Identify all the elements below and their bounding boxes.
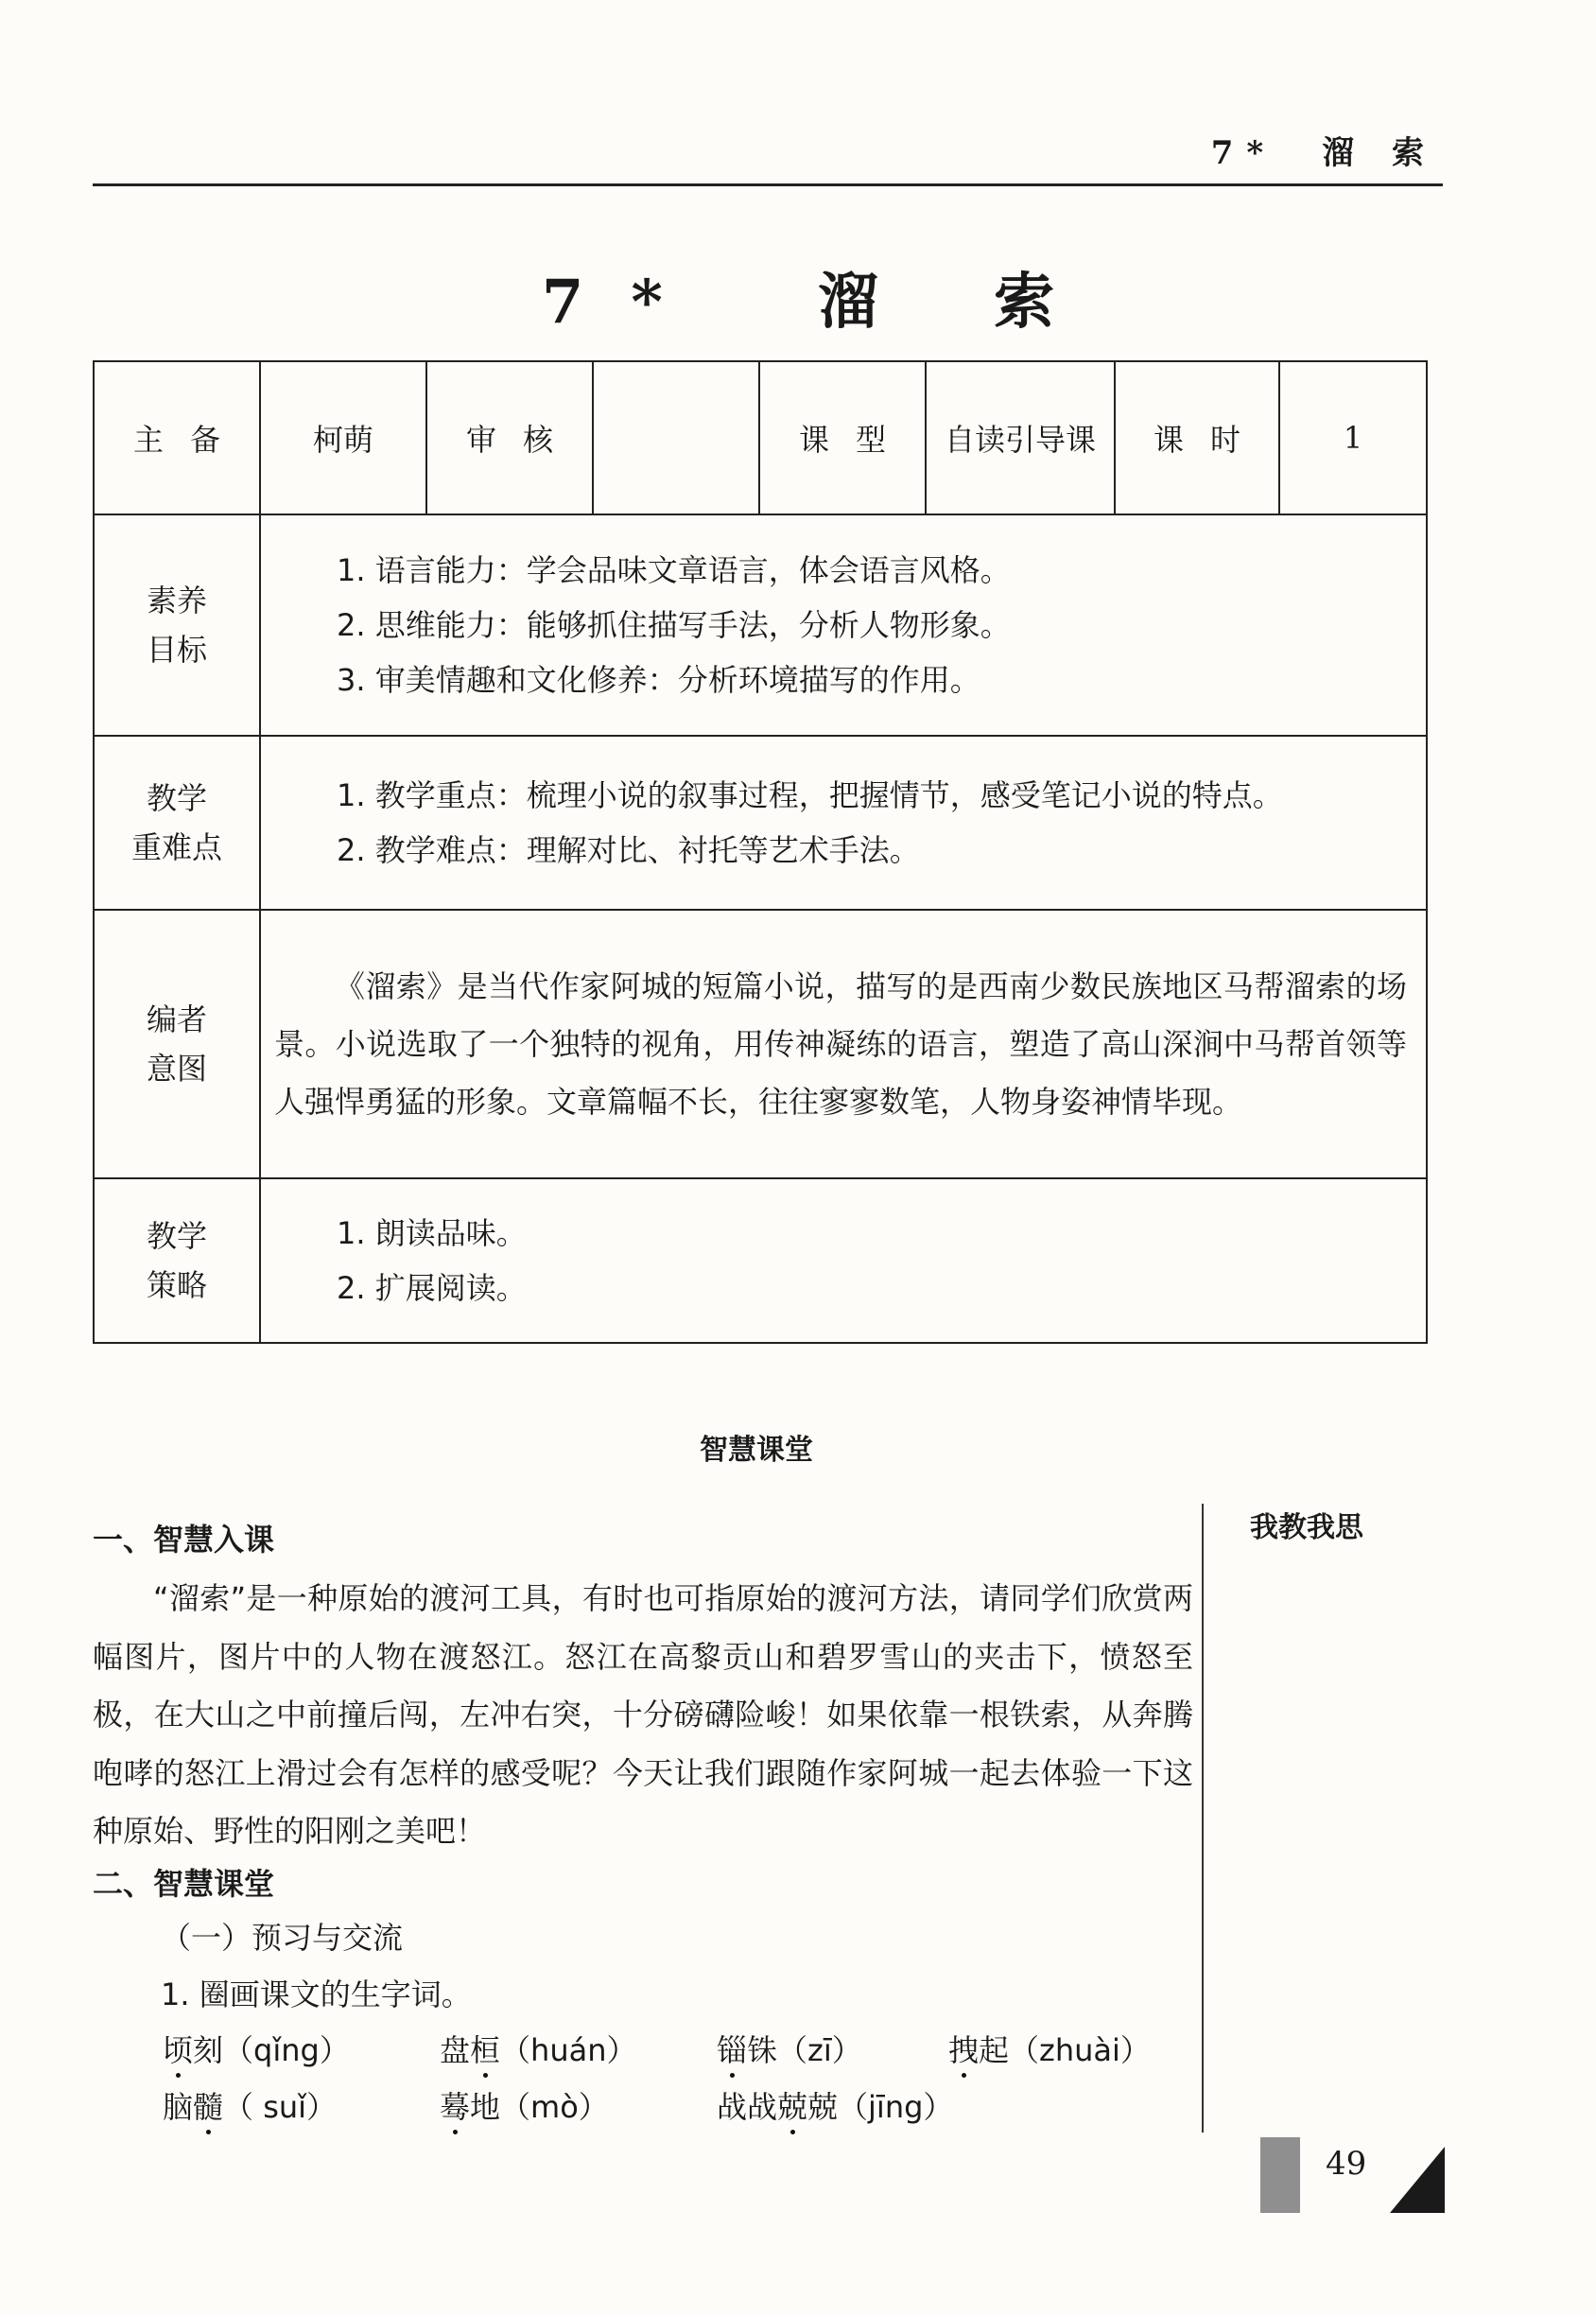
vocab-pre: 战战 [717, 2089, 778, 2125]
part2-heading: 二、智慧课堂 [93, 1866, 275, 1902]
vocab-rest: （huán） [500, 2032, 637, 2068]
key-points-row [94, 736, 1427, 910]
running-header: 7* 溜 索 [1210, 134, 1437, 172]
key-points-label [94, 736, 260, 910]
type-value: 自读引导课 [926, 361, 1115, 514]
goals-label-line2: 目标 [146, 632, 207, 668]
intent-label-line2: 意图 [146, 1051, 207, 1087]
vocab-pre: 脑 [163, 2089, 194, 2125]
section-heading: 智慧课堂 [700, 1434, 813, 1467]
review-label: 审核 [426, 361, 593, 514]
hours-value: 1 [1279, 361, 1427, 514]
dotted-char: 拽 [948, 2032, 980, 2068]
goal-item: 2. 思维能力：能够抓住描写手法，分析人物形象。 [337, 607, 1011, 643]
page-tab-marker [1260, 2137, 1300, 2213]
key-points-label-line1: 教学 [146, 780, 207, 816]
dotted-char: 兢 [777, 2089, 808, 2125]
host-label: 主备 [94, 361, 260, 514]
dotted-char: 桓 [470, 2032, 501, 2068]
side-column-rule [1202, 1504, 1204, 2133]
task-1: 1. 圈画课文的生字词。 [161, 1976, 472, 2012]
strategy-label-line1: 教学 [146, 1218, 207, 1254]
key-points-content [260, 736, 1427, 910]
vocab-item [163, 2027, 350, 2070]
intent-label-line1: 编者 [146, 1001, 207, 1037]
key-points-label-line2: 重难点 [130, 829, 222, 865]
dotted-char: 顷 [163, 2032, 194, 2068]
vocab-rest: 铢（zī） [747, 2032, 862, 2068]
part1-paragraph: “溜索”是一种原始的渡河工具，有时也可指原始的渡河方法，请同学们欣赏两幅图片，图片中的人物在渡怒江。怒江在高黎贡山和碧罗雪山的夹击下，愤怒至极，在大山之中前撞后闯，左冲右突，十分磅礴险峻！如果依靠一根铁索，从奔腾咆哮的怒江上滑过会有怎样的感受呢？今天让我们跟随作家阿城一起去体验一下这种原始、野性的阳刚之美吧！ [93, 1580, 1193, 1849]
vocab-item [717, 2083, 953, 2127]
type-label: 课型 [759, 361, 926, 514]
strategy-label-line2: 策略 [146, 1267, 207, 1303]
goals-label-line1: 素养 [146, 583, 207, 618]
strategy-item: 2. 扩展阅读。 [337, 1270, 527, 1306]
goals-label [94, 514, 260, 736]
lesson-plan-table [93, 360, 1428, 1344]
intent-paragraph: 《溜索》是当代作家阿城的短篇小说，描写的是西南少数民族地区马帮溜索的场景。小说选取了一个独特的视角，用传神凝练的语言，塑造了高山深涧中马帮首领等人强悍勇猛的形象。文章篇幅不长，往往寥寥数笔，人物身姿神情毕现。 [274, 967, 1407, 1120]
key-point-item: 2. 教学难点：理解对比、衬托等艺术手法。 [337, 832, 920, 868]
vocab-rest: 起（zhuài） [979, 2032, 1151, 2068]
dotted-char: 蓦 [440, 2089, 471, 2125]
lesson-title: 7* 溜 索 [541, 267, 1102, 338]
dotted-char: 髓 [193, 2089, 224, 2125]
side-note-label: 我教我思 [1250, 1511, 1363, 1544]
vocab-item [948, 2027, 1151, 2070]
key-point-item: 1. 教学重点：梳理小说的叙事过程，把握情节，感受笔记小说的特点。 [337, 777, 1283, 813]
dotted-char: 锱 [717, 2032, 748, 2068]
vocab-item [440, 2027, 637, 2070]
subsection-title: （一）预习与交流 [161, 1920, 404, 1956]
vocab-pre: 盘 [440, 2032, 471, 2068]
vocab-rest: 兢（jīng） [807, 2089, 954, 2125]
corner-triangle-decoration [1390, 2147, 1445, 2213]
host-value: 柯萌 [260, 361, 426, 514]
table-header-row [94, 361, 1427, 514]
hours-label: 课时 [1115, 361, 1279, 514]
vocab-item [440, 2083, 609, 2127]
vocab-item [717, 2027, 862, 2070]
header-rule [93, 183, 1443, 186]
strategy-row [94, 1178, 1427, 1343]
part1-heading: 一、智慧入课 [93, 1522, 275, 1558]
intent-content [260, 910, 1427, 1178]
intent-label [94, 910, 260, 1178]
review-value [593, 361, 759, 514]
strategy-label [94, 1178, 260, 1343]
vocab-rest: 刻（qǐng） [193, 2032, 350, 2068]
vocab-item [163, 2083, 337, 2127]
strategy-content [260, 1178, 1427, 1343]
goal-item: 1. 语言能力：学会品味文章语言，体会语言风格。 [337, 552, 1011, 588]
goals-content [260, 514, 1427, 736]
goals-row [94, 514, 1427, 736]
goal-item: 3. 审美情趣和文化修养：分析环境描写的作用。 [337, 662, 980, 698]
intent-row [94, 910, 1427, 1178]
page-number: 49 [1326, 2145, 1367, 2183]
strategy-item: 1. 朗读品味。 [337, 1215, 527, 1251]
vocab-rest: 地（mò） [470, 2089, 609, 2125]
vocab-rest: （ suǐ） [223, 2089, 338, 2125]
